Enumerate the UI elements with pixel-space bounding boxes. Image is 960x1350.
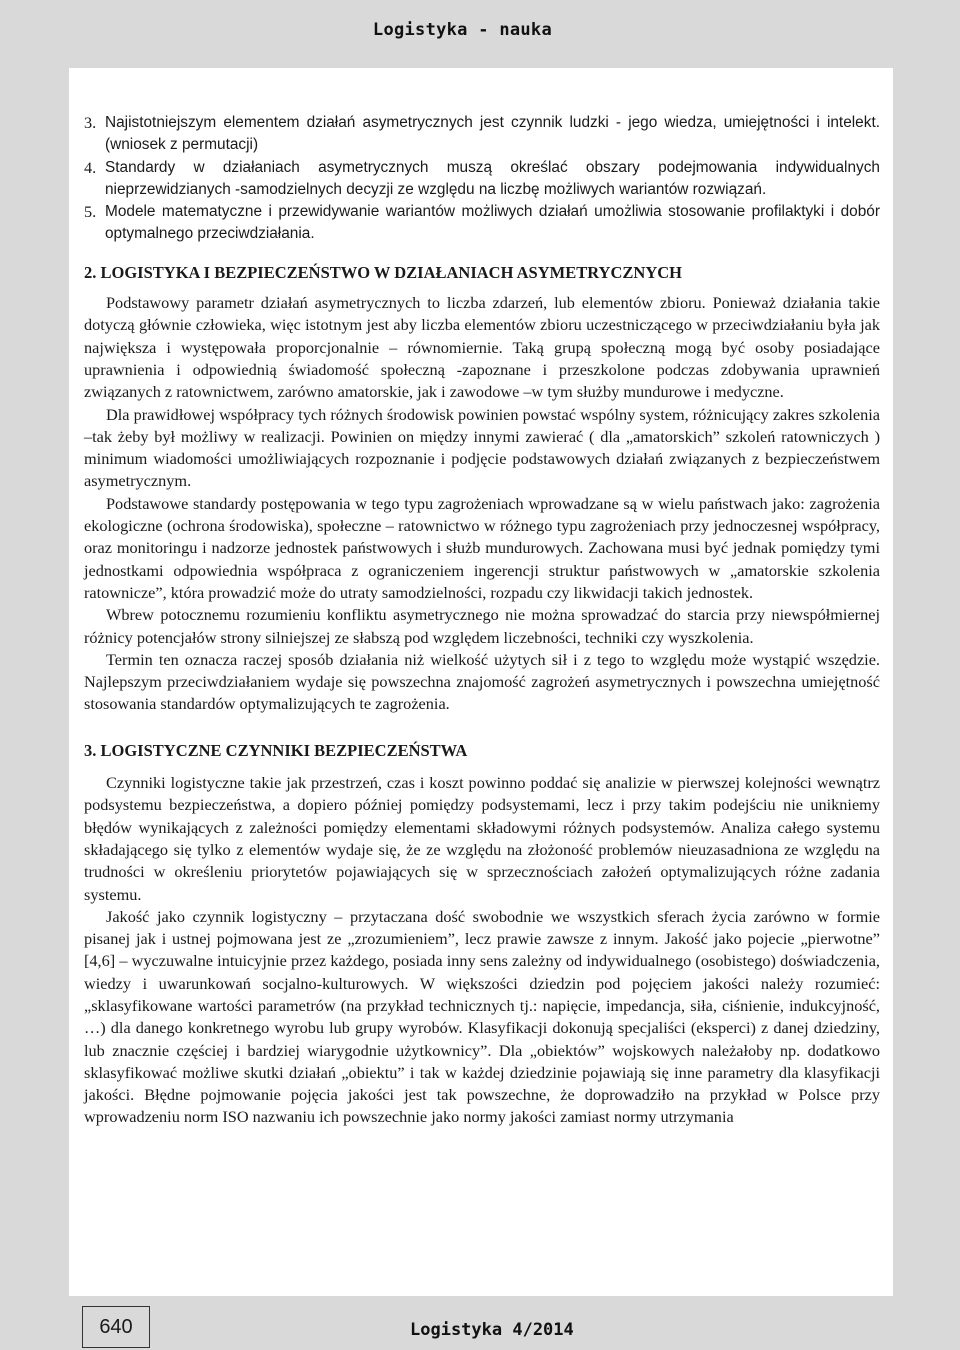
- list-number: 5.: [84, 202, 97, 222]
- list-item: [84, 157, 880, 202]
- article-content: [84, 112, 880, 1129]
- list-text: Najistotniejszym elementem działań asymetrycznych jest czynnik ludzki - jego wiedza, umiejętności i intelekt. (wniosek z permutacji): [105, 114, 880, 154]
- running-header: Logistyka - nauka: [372, 20, 552, 40]
- page-number: 640: [82, 1306, 150, 1348]
- section-2-heading: 2. LOGISTYKA I BEZPIECZEŃSTWO W DZIAŁANIACH ASYMETRYCZNYCH: [84, 262, 682, 282]
- page-body: [69, 68, 893, 1296]
- paragraph: Dla prawidłowej współpracy tych różnych środowisk powinien powstać wspólny system, różnicujący zakres szkolenia –tak żeby był możliwy w realizacji. Powinien on między innymi zawierać ( dla „amatorskich” szkoleń ratowniczych ) minimum wiadomości umożliwiających rozpoznanie i podjęcie podstawowych działań związanych z bezpieczeństwem asymetrycznym.: [84, 404, 880, 491]
- journal-footer: Logistyka 4/2014: [410, 1320, 574, 1340]
- list-item: [84, 112, 880, 157]
- paragraph: Jakość jako czynnik logistyczny – przytaczana dość swobodnie we wszystkich sferach życia zarówno w formie pisanej jak i ustnej pojmowana jest ze „zrozumieniem”, lecz prawie zawsze z innym. Jakość jako pojecie „pierwotne” [4,6] – wyczuwalne intuicyjnie przez każdego, posiada inny sens zależny od indywidualnego (osobistego) doświadczenia, wiedzy i uwarunkowań socjalno-kulturowych. W większości dziedzin pod pojęciem jakości należy rozumieć: „sklasyfikowane wartości parametrów (na przykład technicznych tj.: napięcie, impedancja, siła, ciśnienie, indukcyjność, …) dla danego konkretnego wyrobu lub grupy wyrobów. Klasyfikacji dokonują specjaliści (eksperci) z danej dziedziny, lub znacznie częściej i bardziej wiarygodnie użytkownicy”. Dla „obiektów” wojskowych należałoby np. dodatkowo sklasyfikować możliwe skutki działań „obiektu” i tak w każdej dziedzinie pojawiają się inne parametry dla klasyfikacji jakości. Błędne pojmowanie pojęcia jakości jest tak powszechne, że doprowadziło na przykład w Polsce przy wprowadzeniu norm ISO nazwaniu ich powszechnie jako normy jakości zamiast normy utrzymania: [84, 906, 880, 1127]
- list-item: [84, 201, 880, 246]
- paragraph: Wbrew potocznemu rozumieniu konfliktu asymetrycznego nie można sprowadzać do starcia przy niewspółmiernej różnicy potencjałów strony silniejszej ze słabszą pod względem liczebności, techniki czy wyszkolenia.: [84, 605, 880, 647]
- paragraph: Podstawowe standardy postępowania w tego typu zagrożeniach wprowadzane są w wielu państwach jako: zagrożenia ekologiczne (ochrona środowiska), społeczne – ratownictwo w różnego typu zagrożeniach przy jednoczesnej współpracy, oraz monitoringu i nadzorze jednostek państwowych i służb mundurowych. Zachowana musi być jednak pomiędzy tymi jednostkami odpowiednia współpraca z ograniczeniem ingerencji struktur państwowych w „amatorskie szkolenia ratownicze”, która prowadzić może do utraty samodzielności, rozpadu czy likwidacji takich jednostek.: [84, 493, 880, 602]
- list-number: 4.: [84, 157, 97, 177]
- list-text: Modele matematyczne i przewidywanie wariantów możliwych działań umożliwia stosowanie profilaktyki i dobór optymalnego przeciwdziałania.: [105, 203, 880, 243]
- paragraph: Czynniki logistyczne takie jak przestrzeń, czas i koszt powinno poddać się analizie w pierwszej kolejności wewnątrz podsystemu bezpieczeństwa, a dopiero później pomiędzy podsystemami, lecz i przy takim podejściu nie unikniemy błędów wynikających z zależności pomiędzy elementami składowymi różnych podsystemów. Analiza całego systemu składającego się tylko z elementów wydaje się, że ze względu na złożoność problemów nieuzasadniona ze względu na trudności w określeniu priorytetów pojawiających się w sprzecznościach założeń optymalizujących różne zadania systemu.: [84, 773, 880, 904]
- paragraph: Termin ten oznacza raczej sposób działania niż wielkość użytych sił i z tego to względu może wystąpić wszędzie. Najlepszym przeciwdziałaniem wydaje się powszechna znajomość zagrożeń asymetrycznych i powszechna umiejętność stosowania standardów optymalizujących te zagrożenia.: [84, 649, 880, 714]
- list-text: Standardy w działaniach asymetrycznych muszą określać obszary podejmowania indywidualnych nieprzewidzianych -samodzielnych decyzji ze względu na liczbę możliwych wariantów rozwiązań.: [105, 158, 880, 198]
- section-3-heading: 3. LOGISTYCZNE CZYNNIKI BEZPIECZEŃSTWA: [84, 740, 468, 760]
- list-number: 3.: [84, 113, 97, 132]
- paragraph: Podstawowy parametr działań asymetrycznych to liczba zdarzeń, lub elementów zbioru. Ponieważ działania takie dotyczą głównie człowieka, więc istotnym jest aby liczba elementów zbioru uczestniczącego w przeciwdziałaniu była jak największa i występowała proporcjonalnie – równomiernie. Taką grupą społeczną mogą być osoby posiadające uprawnienia i odpowiednią świadomość społeczną -zapoznane i przeszkolone podczas zdobywania uprawnień związanych z ratownictwem, zarówno amatorskie, jak i zawodowe –w tym służby mundurowe i medyczne.: [84, 293, 880, 402]
